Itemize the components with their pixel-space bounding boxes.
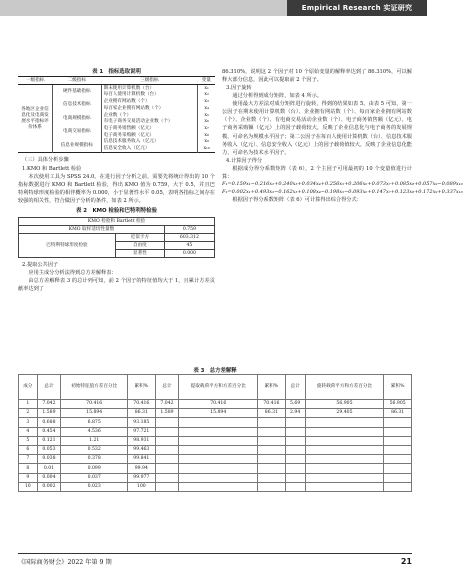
table-cell bbox=[285, 482, 305, 491]
variable-code: x₁₀ bbox=[203, 146, 210, 152]
table-cell: 5.69 bbox=[285, 400, 305, 409]
indicator-name: 企业拥有网站数（个） bbox=[101, 99, 198, 106]
table-cell bbox=[155, 436, 179, 445]
table-cell: 99.841 bbox=[128, 455, 156, 464]
table-cell bbox=[179, 436, 258, 445]
table-cell bbox=[155, 455, 179, 464]
table-cell bbox=[384, 445, 412, 454]
table-row bbox=[18, 85, 215, 92]
sub-indicator: 信息业规模指标 bbox=[53, 139, 102, 153]
table-cell bbox=[258, 455, 286, 464]
left-column bbox=[18, 68, 215, 293]
formula-f1: F₁=0.159x₁−0.216x₂+0.240x₃+0.034x₄+0.256x₅+0.206x₆+0.073x₇+0.085x₈+0.057x₉−0.089x₁₀ bbox=[222, 180, 463, 187]
paragraph: 86.310%，说明这 2 个因子对 10 个原始变量的解释率达到了 86.310%，可以解释大部分信息，因此可以提取前 2 个因子。 bbox=[222, 69, 412, 84]
right-column bbox=[222, 68, 463, 204]
paragraph: 使用最大方差法对成分矩阵进行旋转，得到的结果如表 5。由表 5 可知，第一公因子在期末使用计算机数（台）、企业拥有网站数（个）、每百家企业拥有网站数（个）、企业数（个）、有电商交易活动企业数（个）、电子商务销售额（亿元）、电子商务采购额（亿元）上的因子载荷较大，反映了企业信息化与电子商务的发展规模，可命名为规模水平因子；第二公因子在每百人使用计算机数（台）、信息技术服务收入（亿元）、信息安全收入（亿元）上的因子载荷值较大，反映了企业信息化能力，可命名为技术水平因子。 bbox=[222, 101, 412, 156]
indicator-name: 企业数（个） bbox=[101, 112, 198, 119]
table-cell bbox=[305, 418, 384, 427]
table-cell: 0.004 bbox=[37, 473, 61, 482]
table-cell: 70.416 bbox=[61, 400, 128, 409]
table-cell bbox=[258, 445, 286, 454]
table-cell: 0.688 bbox=[37, 418, 61, 427]
table-cell: 0.121 bbox=[37, 436, 61, 445]
variable-code: x₁ bbox=[204, 85, 209, 91]
table-cell: 86.31 bbox=[128, 409, 156, 418]
table-cell bbox=[258, 482, 286, 491]
kmo-value: 0.759 bbox=[164, 226, 214, 234]
paragraph: 由总方差解释表 3 的总计列可知，前 2 个因子的特征值均大于 1，且累计方差贡献率达到了 bbox=[18, 278, 215, 293]
table-cell bbox=[155, 427, 179, 436]
sub-indicator: 电商交易指标 bbox=[53, 126, 102, 139]
t1-header: 一级指标 bbox=[18, 77, 53, 85]
table-cell: 29.405 bbox=[305, 409, 384, 418]
t3-header: 累积% bbox=[128, 375, 156, 400]
kmo-label: KMO 取样适切性量数 bbox=[19, 226, 165, 234]
table-row bbox=[19, 436, 412, 445]
table-cell bbox=[305, 473, 384, 482]
sig-value: 0.000 bbox=[164, 250, 214, 258]
paragraph: 应用主成分分析法得到总方差解释表： bbox=[28, 270, 117, 277]
table-cell: 9 bbox=[19, 473, 38, 482]
indicator-name: 信息技术服务收入（亿元） bbox=[101, 139, 198, 146]
table-cell: 8 bbox=[19, 464, 38, 473]
t3-header: 旋转载荷平方和方差百分比 bbox=[305, 375, 384, 400]
table-cell bbox=[384, 464, 412, 473]
table-cell: 7 bbox=[19, 455, 38, 464]
paragraph: 根据因子得分系数矩阵（表 6）可计算得出综合得分式： bbox=[232, 197, 362, 204]
table-cell: 7.042 bbox=[37, 400, 61, 409]
table-cell bbox=[285, 418, 305, 427]
table-cell bbox=[155, 464, 179, 473]
section-heading: （三）具体分析步骤 bbox=[22, 157, 69, 164]
issue-label: 《国际商务财会》2022 年第 9 期 bbox=[18, 559, 112, 566]
table-row bbox=[19, 473, 412, 482]
table-cell bbox=[384, 455, 412, 464]
variable-code: x₃ bbox=[204, 99, 209, 105]
paragraph: 根据成分得分系数矩阵（表 6），2 个主因子可用最初的 10 个变量值进行计算： bbox=[222, 165, 412, 180]
variable-code: x₄ bbox=[204, 105, 209, 111]
sub-indicator: 信息技术指标 bbox=[53, 99, 102, 112]
table-cell: 10 bbox=[19, 482, 38, 491]
table-cell bbox=[179, 418, 258, 427]
table-cell bbox=[285, 436, 305, 445]
table-cell: 86.31 bbox=[258, 409, 286, 418]
table-row bbox=[19, 445, 412, 454]
t3-header: 成分 bbox=[19, 375, 38, 400]
table-cell: 99.463 bbox=[128, 445, 156, 454]
table-cell: 70.416 bbox=[128, 400, 156, 409]
indicator-name: 信息安全收入（亿元） bbox=[101, 146, 198, 153]
page-footer bbox=[18, 553, 412, 566]
df-label: 自由度 bbox=[115, 242, 164, 250]
indicator-name: 每百人使用计算机数（台） bbox=[101, 92, 198, 99]
table-cell: 6.875 bbox=[61, 418, 128, 427]
variance-table bbox=[18, 374, 412, 492]
t3-header: 累积% bbox=[384, 375, 412, 400]
table-cell: 15.894 bbox=[179, 409, 258, 418]
table-row bbox=[19, 427, 412, 436]
table-cell: 1.21 bbox=[61, 436, 128, 445]
chi-label: 近似卡方 bbox=[115, 234, 164, 242]
table-cell: 7.042 bbox=[155, 400, 179, 409]
sig-label: 显著性 bbox=[115, 250, 164, 258]
table-cell bbox=[285, 464, 305, 473]
table-cell bbox=[285, 427, 305, 436]
table-cell: 100 bbox=[128, 482, 156, 491]
table-cell: 70.416 bbox=[179, 400, 258, 409]
table-cell bbox=[384, 418, 412, 427]
table-cell: 70.416 bbox=[258, 400, 286, 409]
table-cell bbox=[258, 427, 286, 436]
table-cell bbox=[179, 427, 258, 436]
formula-f2: F₂=0.002x₁+0.493x₂−0.162x₃+0.108x₄−0.198x₅−0.093x₆+0.147x₇+0.123x₈+0.172x₉+0.337x₁₀ bbox=[222, 188, 463, 195]
indicator-name: 电子商务销售额（亿元） bbox=[101, 126, 198, 133]
table-cell: 0.038 bbox=[37, 455, 61, 464]
variable-code: x₂ bbox=[204, 92, 209, 98]
table-cell: 56.905 bbox=[384, 400, 412, 409]
t3-header: 提取载荷平方和方差百分比 bbox=[179, 375, 258, 400]
table-row bbox=[19, 400, 412, 409]
t2-title: KMO 检验和 Bartlett 检验 bbox=[19, 218, 215, 226]
variable-code: x₉ bbox=[204, 139, 209, 145]
table-cell bbox=[258, 464, 286, 473]
indicator-name: 期末使用计算机数（台） bbox=[101, 85, 198, 92]
table-cell: 56.905 bbox=[305, 400, 384, 409]
table-cell bbox=[384, 436, 412, 445]
section-label: Empirical Research 实证研究 bbox=[287, 0, 427, 16]
table-cell: 98.931 bbox=[128, 436, 156, 445]
table-row bbox=[19, 455, 412, 464]
table-cell: 2.94 bbox=[285, 409, 305, 418]
subsection-heading: 2.提取公共因子 bbox=[22, 262, 59, 269]
table-row bbox=[19, 409, 412, 418]
t1-header: 三级指标 bbox=[101, 77, 198, 85]
table-cell bbox=[179, 482, 258, 491]
table-cell bbox=[305, 445, 384, 454]
subsection-heading: 4.计算因子得分 bbox=[226, 157, 263, 164]
table-cell: 99.94 bbox=[128, 464, 156, 473]
table-cell bbox=[384, 427, 412, 436]
table-cell: 0.454 bbox=[37, 427, 61, 436]
table-cell bbox=[179, 464, 258, 473]
table-cell bbox=[258, 436, 286, 445]
subsection-heading: 3.因子旋转 bbox=[226, 85, 252, 92]
variable-code: x₈ bbox=[204, 132, 209, 138]
table3-caption: 表 3 总方差解释 bbox=[193, 368, 237, 374]
chi-value: 603.312 bbox=[164, 234, 214, 242]
paragraph: 本次使用工具为 SPSS 24.0。在进行因子分析之前，需要先将统计得出的 10 个指标数据进行 KMO 和 Bartlett 检验，得出 KMO 值为 0.759，大于 0.5，并且巴特利特球形度检验的相伴概率为 0.000，小于显著性水平 0.05，表明各指标之间存在较强的相关性，符合做因子分析的条件，如表 2 所示。 bbox=[18, 173, 215, 204]
table-cell: 0.532 bbox=[61, 445, 128, 454]
kmo-table bbox=[18, 217, 215, 258]
variable-code: x₅ bbox=[204, 112, 209, 118]
indicator-table bbox=[18, 76, 215, 153]
table-cell bbox=[179, 473, 258, 482]
table-row bbox=[19, 418, 412, 427]
indicator-name: 有电子商务交易活动企业数（个） bbox=[101, 119, 198, 126]
table-cell bbox=[285, 455, 305, 464]
table-cell bbox=[155, 473, 179, 482]
table-cell: 15.894 bbox=[61, 409, 128, 418]
table-cell bbox=[155, 445, 179, 454]
page-number: 21 bbox=[400, 557, 412, 566]
t3-header: 总计 bbox=[37, 375, 61, 400]
group-label: 各地区企业信息化及电商发展水平指标评价体系 bbox=[18, 85, 53, 153]
table1-caption: 表 1 指标选取说明 bbox=[92, 69, 141, 75]
table-cell: 99.977 bbox=[128, 473, 156, 482]
sub-indicator: 硬件基础指标 bbox=[53, 85, 102, 99]
table-cell: 1.589 bbox=[155, 409, 179, 418]
table-cell: 4.536 bbox=[61, 427, 128, 436]
table2-caption: 表 2 KMO 检验和巴特利特检验 bbox=[76, 207, 157, 214]
indicator-name: 每百家企业拥有网站数（个） bbox=[101, 105, 198, 112]
t3-header: 初始特征值方差百分比 bbox=[61, 375, 128, 400]
sub-indicator: 电商规模指标 bbox=[53, 112, 102, 125]
table-cell: 0.053 bbox=[37, 445, 61, 454]
header-banner bbox=[0, 0, 427, 16]
variable-code: x₇ bbox=[204, 126, 209, 132]
subsection-heading: 1.KMO 和 Bartlett 检验 bbox=[22, 165, 82, 172]
table-cell bbox=[305, 464, 384, 473]
table-cell: 2 bbox=[19, 409, 38, 418]
table-cell: 0.099 bbox=[61, 464, 128, 473]
table-cell: 1 bbox=[19, 400, 38, 409]
table-cell: 0.037 bbox=[61, 473, 128, 482]
df-value: 45 bbox=[164, 242, 214, 250]
indicator-name: 电子商务采购额（亿元） bbox=[101, 132, 198, 139]
t3-header: 总计 bbox=[285, 375, 305, 400]
table-cell: 5 bbox=[19, 436, 38, 445]
table-cell bbox=[305, 455, 384, 464]
table-cell: 0.023 bbox=[61, 482, 128, 491]
table-cell: 0.01 bbox=[37, 464, 61, 473]
table-cell bbox=[305, 436, 384, 445]
t3-header: 累积% bbox=[258, 375, 286, 400]
variance-table-block bbox=[18, 366, 412, 492]
table-cell bbox=[258, 418, 286, 427]
paragraph: 通过分析得到成分矩阵，如表 4 所示。 bbox=[232, 93, 322, 100]
table-cell bbox=[285, 473, 305, 482]
table-cell: 1.589 bbox=[37, 409, 61, 418]
table-cell: 0.002 bbox=[37, 482, 61, 491]
table-cell: 93.185 bbox=[128, 418, 156, 427]
table-cell: 3 bbox=[19, 418, 38, 427]
table-cell bbox=[179, 455, 258, 464]
t3-header: 总计 bbox=[155, 375, 179, 400]
table-cell bbox=[258, 473, 286, 482]
table-cell bbox=[384, 482, 412, 491]
t1-header: 二级指标 bbox=[53, 77, 102, 85]
table-cell bbox=[155, 418, 179, 427]
table-cell bbox=[285, 445, 305, 454]
table-cell: 4 bbox=[19, 427, 38, 436]
bartlett-label: 巴特利特球形度检验 bbox=[19, 234, 116, 258]
table-cell bbox=[384, 473, 412, 482]
table-cell: 0.378 bbox=[61, 455, 128, 464]
table-cell: 97.721 bbox=[128, 427, 156, 436]
table-cell: 86.31 bbox=[384, 409, 412, 418]
table-cell bbox=[179, 445, 258, 454]
table-cell bbox=[305, 427, 384, 436]
variable-code: x₆ bbox=[204, 119, 209, 125]
table-cell: 6 bbox=[19, 445, 38, 454]
table-row bbox=[19, 482, 412, 491]
table-row bbox=[19, 464, 412, 473]
t1-header: 变量 bbox=[198, 77, 215, 85]
table-cell bbox=[155, 482, 179, 491]
table-cell bbox=[305, 482, 384, 491]
